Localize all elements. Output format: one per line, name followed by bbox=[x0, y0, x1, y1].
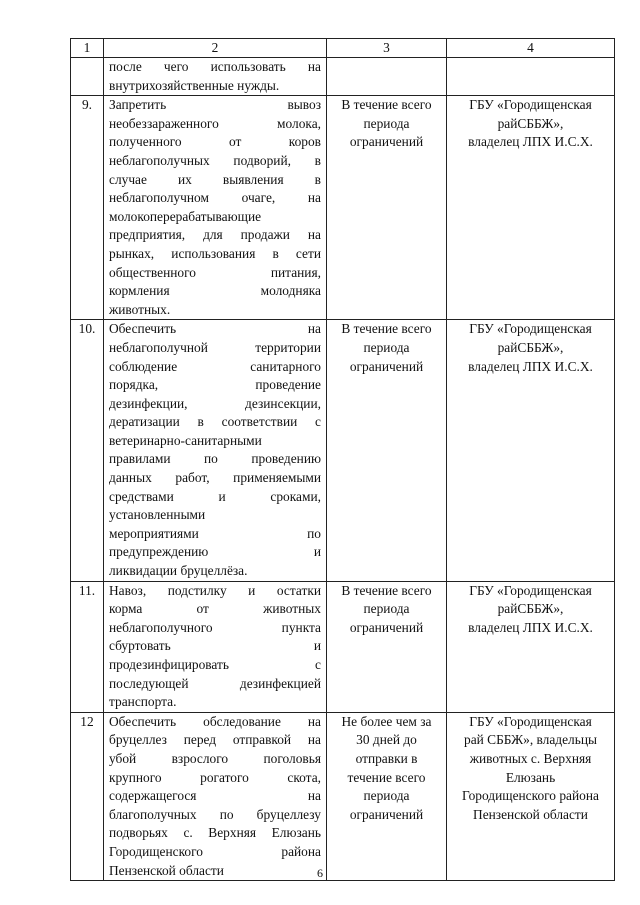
measure-line: правилами по проведению bbox=[109, 451, 321, 467]
row-number-cell bbox=[71, 58, 104, 96]
measure-cell bbox=[104, 96, 327, 320]
table-row-continuation bbox=[71, 58, 615, 96]
responsible-line: владелец ЛПХ И.С.Х. bbox=[468, 358, 593, 374]
measure-line: общественного питания, bbox=[109, 264, 321, 280]
measure-line: Пензенской области bbox=[109, 862, 224, 878]
measure-line: соблюдение санитарного bbox=[109, 358, 321, 374]
deadline-line: В течение всего bbox=[341, 321, 432, 337]
measure-line: убой взрослого поголовья bbox=[109, 750, 321, 766]
deadline-line: В течение всего bbox=[341, 97, 432, 113]
measure-cell bbox=[104, 712, 327, 880]
responsible-line: владелец ЛПХ И.С.Х. bbox=[468, 619, 593, 635]
row-number-cell: 10. bbox=[71, 320, 104, 581]
measure-line: необеззараженного молока, bbox=[109, 115, 321, 131]
responsible-line: ГБУ «Городищенская bbox=[469, 97, 592, 113]
deadline-line: Не более чем за bbox=[341, 713, 432, 729]
responsible-line: владелец ЛПХ И.С.Х. bbox=[468, 134, 593, 150]
measure-line: внутрихозяйственные нужды. bbox=[109, 77, 280, 93]
table-row bbox=[71, 581, 615, 712]
measure-cell bbox=[104, 581, 327, 712]
table-row bbox=[71, 320, 615, 581]
measure-line: ликвидации бруцеллёза. bbox=[109, 563, 248, 579]
deadline-line: периода bbox=[363, 601, 410, 617]
measure-cell bbox=[104, 320, 327, 581]
measure-line: дератизации в соответствии с bbox=[109, 414, 321, 430]
deadline-line: отправки в bbox=[355, 750, 418, 766]
deadline-line: периода bbox=[363, 115, 410, 131]
table-row bbox=[71, 712, 615, 880]
row-number-cell: 9. bbox=[71, 96, 104, 320]
measure-line: Обеспечить обследование на bbox=[109, 713, 321, 729]
deadline-cell bbox=[327, 581, 447, 712]
measure-line: Запретить вывоз bbox=[109, 97, 321, 113]
responsible-line: Городищенского района bbox=[462, 788, 599, 804]
deadline-line: ограничений bbox=[349, 619, 424, 635]
responsible-line: рай СББЖ», владельцы bbox=[464, 732, 597, 748]
measure-cell bbox=[104, 58, 327, 96]
deadline-line: 30 дней до bbox=[356, 732, 417, 748]
responsible-line: животных с. Верхняя bbox=[469, 750, 592, 766]
measure-line: полученного от коров bbox=[109, 134, 321, 150]
measure-line: подворьях с. Верхняя Елюзань bbox=[109, 825, 321, 841]
table-header-row bbox=[71, 39, 615, 58]
measure-line: молокоперерабатывающие bbox=[109, 208, 262, 224]
deadline-line: ограничений bbox=[349, 358, 424, 374]
deadline-cell bbox=[327, 320, 447, 581]
measure-line: сбуртовать и bbox=[109, 638, 321, 654]
responsible-line: райСББЖ», bbox=[497, 115, 564, 131]
responsible-line: райСББЖ», bbox=[497, 339, 564, 355]
measure-line: неблагополучном очаге, на bbox=[109, 190, 321, 206]
table-row bbox=[71, 96, 615, 320]
measure-line: неблагополучной территории bbox=[109, 339, 321, 355]
measure-line: предприятия, для продажи на bbox=[109, 227, 321, 243]
measure-line: транспорта. bbox=[109, 694, 177, 710]
responsible-line: Пензенской области bbox=[473, 806, 588, 822]
measure-line: случае их выявления в bbox=[109, 171, 321, 187]
measure-line: Городищенского района bbox=[109, 843, 321, 859]
deadline-line: периода bbox=[363, 339, 410, 355]
responsible-cell bbox=[447, 96, 615, 320]
header-col-2: 2 bbox=[104, 39, 327, 58]
measure-line: благополучных по бруцеллезу bbox=[109, 806, 321, 822]
measure-line: порядка, проведение bbox=[109, 377, 321, 393]
measure-line: установленными bbox=[109, 507, 206, 523]
responsible-line: ГБУ «Городищенская bbox=[469, 713, 592, 729]
measure-line: кормления молодняка bbox=[109, 283, 321, 299]
deadline-line: течение всего bbox=[347, 769, 426, 785]
measure-line: продезинфицировать с bbox=[109, 657, 321, 672]
measures-table bbox=[70, 38, 615, 881]
measure-line: данных работ, применяемыми bbox=[109, 470, 321, 486]
responsible-cell bbox=[447, 320, 615, 581]
measure-line: рынках, использования в сети bbox=[109, 245, 321, 261]
deadline-cell bbox=[327, 712, 447, 880]
deadline-line: периода bbox=[363, 788, 410, 804]
measure-line: бруцеллез перед отправкой на bbox=[109, 732, 321, 748]
measure-line: неблагополучного пункта bbox=[109, 619, 321, 635]
measure-line: мероприятиями по bbox=[109, 525, 321, 541]
responsible-cell bbox=[447, 581, 615, 712]
page-number: 6 bbox=[317, 866, 323, 880]
header-col-4: 4 bbox=[447, 39, 615, 58]
row-number-cell: 12 bbox=[71, 712, 104, 880]
responsible-line: Елюзань bbox=[505, 769, 556, 785]
deadline-line: ограничений bbox=[349, 806, 424, 822]
deadline-line: В течение всего bbox=[341, 582, 432, 598]
measure-line: после чего использовать на bbox=[109, 59, 321, 74]
row-number-cell: 11. bbox=[71, 581, 104, 712]
measure-line: крупного рогатого скота, bbox=[109, 769, 321, 785]
measure-line: животных. bbox=[109, 301, 171, 317]
measure-line: средствами и сроками, bbox=[109, 488, 321, 504]
responsible-cell bbox=[447, 58, 615, 96]
measure-line: содержащегося на bbox=[109, 788, 321, 804]
measure-line: Навоз, подстилку и остатки bbox=[109, 582, 321, 598]
measure-line: последующей дезинфекцией bbox=[109, 675, 321, 691]
responsible-line: ГБУ «Городищенская bbox=[469, 582, 592, 598]
header-col-3: 3 bbox=[327, 39, 447, 58]
measure-line: ветеринарно-санитарными bbox=[109, 432, 262, 448]
measure-line: предупреждению и bbox=[109, 544, 321, 560]
responsible-line: райСББЖ», bbox=[497, 601, 564, 617]
responsible-line: ГБУ «Городищенская bbox=[469, 321, 592, 337]
measure-line: Обеспечить на bbox=[109, 321, 321, 337]
measure-line: дезинфекции, дезинсекции, bbox=[109, 395, 321, 411]
header-col-1: 1 bbox=[71, 39, 104, 58]
deadline-cell bbox=[327, 58, 447, 96]
measure-line: неблагополучных подворий, в bbox=[109, 152, 321, 168]
deadline-line: ограничений bbox=[349, 134, 424, 150]
responsible-cell bbox=[447, 712, 615, 880]
deadline-cell bbox=[327, 96, 447, 320]
measure-line: корма от животных bbox=[109, 601, 321, 617]
